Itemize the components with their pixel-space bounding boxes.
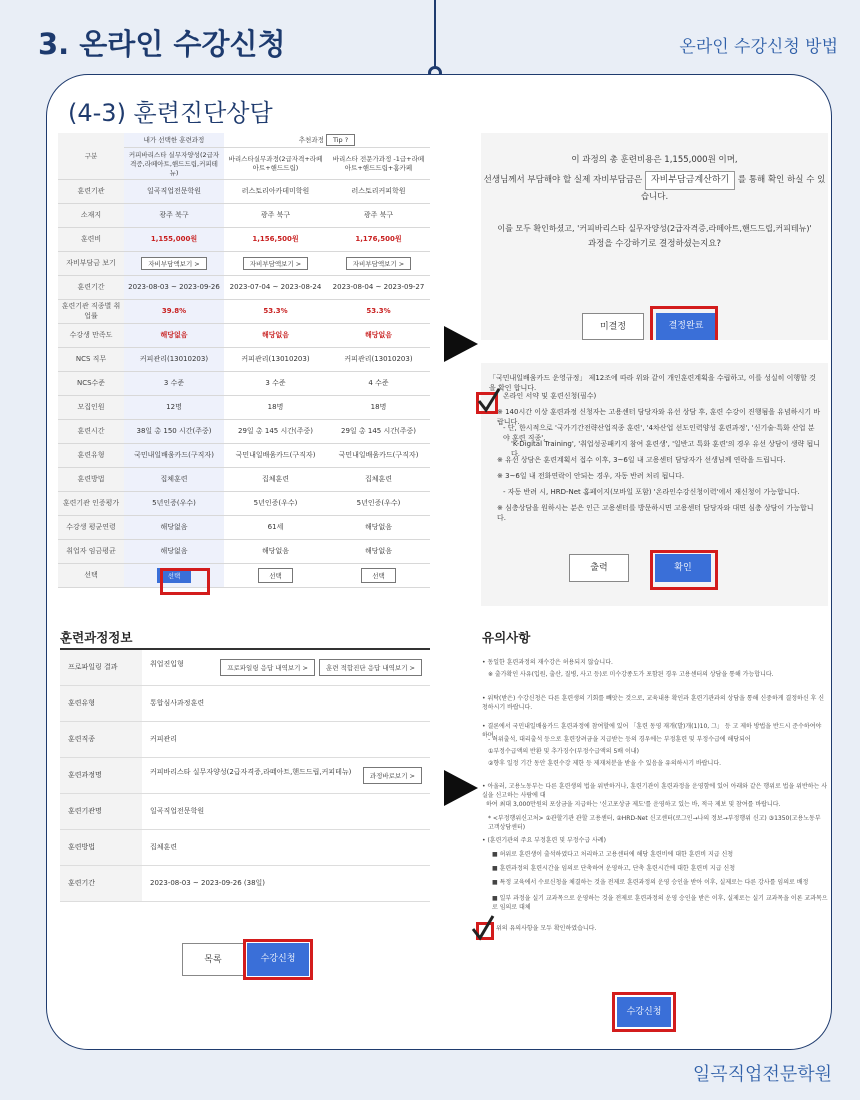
calc-self-pay-button[interactable]: 자비부담금계산하기: [645, 171, 735, 190]
notice-p1b: ※ 출가확인 사유(입원, 출산, 질병, 사고 등)로 미수강종도가 포함된 경우 고용센터의 상담을 통해 가능합니다.: [488, 671, 774, 678]
my-course-header: 내가 선택한 훈련과정: [124, 133, 224, 147]
compare-row: [58, 443, 430, 467]
compare-cell: [327, 419, 430, 443]
recommend-header: 추천과정 Tip ?: [224, 133, 430, 147]
info-value: 일곡직업전문학원: [142, 793, 430, 829]
highlight-confirm: [650, 550, 718, 590]
compare-value: 해당없음: [160, 331, 188, 339]
diagnosis-answers-button[interactable]: 훈련 적합진단 응답 내역보기 >: [319, 659, 422, 676]
compare-cell: [327, 395, 430, 419]
compare-cell: [124, 203, 224, 227]
footer-brand: 일곡직업전문학원: [692, 1064, 832, 1085]
info-label: 훈련유형: [60, 685, 142, 721]
compare-row-label: 훈련유형: [58, 443, 124, 467]
compare-cell: [224, 371, 327, 395]
compare-cell: [124, 275, 224, 299]
compare-cell: [224, 203, 327, 227]
info-value: 통합심사과정훈련: [142, 685, 430, 721]
compare-row-label: 자비부담금 보기: [58, 251, 124, 275]
compare-cell: [327, 347, 430, 371]
compare-row-label: 수강생 평균연령: [58, 515, 124, 539]
notice-p3b: - 허위출석, 대리출석 등으로 훈련장려금을 지급받는 등의 경우에는 부정훈련 및 부정수급에 해당되어: [488, 736, 751, 743]
notice-p2: • 위탁(받은) 수강신청은 다른 훈련생의 기회를 빼앗는 것으로, 교육내용 확인과 훈련기관과의 상담을 통해 신중하게 결정하신 후 신청하시기 바랍니다.: [482, 695, 825, 711]
tip-button[interactable]: Tip ?: [326, 134, 355, 146]
compare-value: 12명: [166, 403, 182, 411]
compare-value: 해당없음: [261, 547, 290, 555]
self-pay-view-button[interactable]: 자비부담액보기 >: [141, 257, 206, 270]
compare-cell: [224, 347, 327, 371]
compare-value: 2023-08-03 ~ 2023-09-26: [128, 283, 220, 291]
compare-cell: [224, 227, 327, 251]
compare-cell: [124, 395, 224, 419]
confirm-line-3: 이를 모두 확인하셨고, '커피바리스타 실무자양성(2급자격증,라떼아트,핸드드립,커피테뉴)': [497, 224, 812, 233]
compare-cell: [327, 515, 430, 539]
confirm-line-4: 과정을 수강하기로 결정하셨는지요?: [587, 239, 722, 249]
compare-cell: [224, 323, 327, 347]
compare-cell: [124, 179, 224, 203]
panel-gap: [481, 340, 828, 363]
notice-p5c: ■ 특정 교육에서 수료신청을 체결하는 것을 전제로 훈련과정의 운영 승인을 받아 이후, 실제로는 다른 강사를 임의로 배정: [492, 879, 809, 886]
compare-row: [58, 515, 430, 539]
highlight-notice-apply: [612, 992, 676, 1032]
notice-p5: • (훈련기관의 주요 부정훈련 및 부정수급 사례): [482, 837, 606, 844]
compare-row: [58, 275, 430, 299]
compare-cell: [327, 491, 430, 515]
compare-value: 해당없음: [364, 331, 393, 339]
cost-line-2: 선생님께서 부담해야 할 실제 자비부담금은 자비부담금계산하기 를 통해 확인 하실 수 있습니다.: [481, 171, 828, 205]
compare-value: 러스토리아카데미학원: [241, 187, 310, 195]
info-value: 커피관리: [142, 721, 430, 757]
select-button-1[interactable]: 선택: [157, 568, 192, 583]
compare-cell: [224, 251, 327, 275]
compare-cell: [327, 203, 430, 227]
compare-value: 일곡직업전문학원: [146, 187, 202, 195]
compare-value: 1,156,500원: [252, 235, 299, 243]
confirm-button[interactable]: 확인: [655, 554, 711, 582]
notice-p4: • 아울러, 고용노동부는 다른 훈련생의 법을 위반하거나, 훈련기관이 훈련과정을 운영함에 있어 아래와 같은 행위로 법을 위반하는 사실을 신고하는 사람에 대: [482, 783, 828, 799]
compare-cell: [124, 515, 224, 539]
notice-p1: • 동일한 훈련과정의 재수강은 허용되지 않습니다.: [482, 659, 613, 666]
compare-value: 해당없음: [364, 547, 393, 555]
compare-cell: [327, 323, 430, 347]
compare-cell: [124, 443, 224, 467]
compare-header-label: 구분: [58, 133, 124, 179]
compare-cell: [224, 443, 327, 467]
compare-value: 53.3%: [263, 307, 288, 315]
compare-value: 39.8%: [161, 307, 187, 315]
compare-value: 집체훈련: [261, 475, 290, 483]
notice-check-label: 위의 유의사항을 모두 확인하였습니다.: [496, 925, 597, 932]
consent-bullet-2: - 단, 한시적으로 '국가기간전략산업직종 훈련', '4차산업 선도인력양성 훈련과정', '신기술·특화 산업 분야 훈련 직종',: [503, 424, 815, 442]
divider-line: [434, 0, 436, 68]
compare-value: 3 수준: [265, 379, 286, 387]
compare-value: 집체훈련: [160, 475, 188, 483]
compare-cell: [124, 227, 224, 251]
compare-value: 3 수준: [163, 379, 185, 387]
consent-check-label: 온라인 서약 및 훈련신청(필수): [503, 392, 597, 400]
compare-cell: [224, 539, 327, 563]
compare-value: 61세: [267, 523, 284, 531]
course-name-3: 바리스타 전문가과정 -1급+라떼아트+핸드드립+홈카페: [327, 147, 430, 179]
info-label: 프로파일링 결과: [60, 649, 142, 685]
info-value: 커피바리스타 실무자양성(2급자격증,라떼아트,핸드드립,커피테뉴) 과정바로보기 >: [142, 757, 430, 793]
compare-value: 광주 북구: [260, 211, 291, 219]
view-course-button[interactable]: 과정바로보기 >: [363, 767, 422, 784]
compare-row-label: 훈련기관: [58, 179, 124, 203]
course-info-heading: 훈련과정정보: [60, 630, 133, 645]
info-label: 훈련방법: [60, 829, 142, 865]
compare-cell: [124, 371, 224, 395]
course-name-1: 커피바리스타 실무자양성(2급자격증,라떼아트,핸드드립,커피테뉴): [124, 147, 224, 179]
compare-cell: [124, 419, 224, 443]
compare-value: 18명: [370, 403, 387, 411]
compare-value: 해당없음: [160, 523, 188, 531]
compare-cell: [327, 299, 430, 323]
print-button[interactable]: 출력: [569, 554, 629, 582]
compare-row: [58, 467, 430, 491]
compare-value: 4 수준: [368, 379, 389, 387]
self-pay-view-button[interactable]: 자비부담액보기 >: [243, 257, 308, 270]
notice-p4b: 하여 최대 3,000만원의 포상금을 지급하는 '신고포상금 제도'를 운영하고 있는 바, 적극 제보 및 참여를 바랍니다.: [486, 801, 781, 808]
consent-bullet-5: ※ 3~6일 내 전화연락이 안되는 경우, 자동 반려 처리 됩니다.: [497, 472, 685, 480]
compare-row-label: 훈련방법: [58, 467, 124, 491]
compare-value: 광주 북구: [363, 211, 394, 219]
compare-row: [58, 227, 430, 251]
compare-row-label: 훈련비: [58, 227, 124, 251]
compare-value: 5년인증(우수): [253, 499, 298, 507]
compare-value: 29일 총 145 시간(주중): [341, 427, 416, 435]
compare-value: 해당없음: [364, 523, 393, 531]
select-button-3[interactable]: 선택: [361, 568, 396, 583]
compare-cell: [224, 299, 327, 323]
compare-cell: [124, 539, 224, 563]
compare-row: [58, 419, 430, 443]
course-info-table: [60, 648, 430, 902]
compare-value: 국민내일배움카드(구직자): [235, 451, 316, 459]
compare-value: 29일 총 145 시간(주중): [238, 427, 313, 435]
compare-row-label: 취업자 임금평균: [58, 539, 124, 563]
profiling-answers-button[interactable]: 프로파일링 응답 내역보기 >: [220, 659, 315, 676]
notice-p3: • 결론에서 국민내일배움카드 훈련과정에 참여할에 있어 「훈련 동영 재개(발)개(1)10, 그」 등 고 제하 방법을 반드시 준수하여야 하며,: [482, 723, 822, 739]
compare-row-label: NCS 직무: [58, 347, 124, 371]
compare-cell: [327, 227, 430, 251]
cost-line-1: 이 과정의 총 훈련비용은 1,155,000원 이며,: [571, 155, 738, 165]
compare-value: 국민내일배움카드(구직자): [338, 451, 419, 459]
compare-value: 커피관리(13010203): [139, 355, 209, 363]
compare-value: 2023-07-04 ~ 2023-08-24: [229, 283, 322, 291]
compare-cell: [224, 515, 327, 539]
page-subtitle: 온라인 수강신청 방법: [679, 37, 838, 57]
compare-cell: [327, 467, 430, 491]
course-compare-table: [58, 133, 430, 588]
compare-cell: [124, 491, 224, 515]
consent-bullet-6: - 자동 반려 시, HRD-Net 홈페이지(모바일 포함) '온라인수강신청이력'에서 재신청이 가능합니다.: [503, 488, 800, 496]
compare-cell: [327, 179, 430, 203]
consent-bullet-3: 'K-Digital Training', '취업성공패키지 참여 훈련생', '일반고 특화 훈련'의 경우 유선 상담이 생략 됩니다.: [511, 440, 821, 458]
compare-value: 커피관리(13010203): [241, 355, 310, 363]
compare-value: 2023-08-04 ~ 2023-09-27: [332, 283, 425, 291]
arrow-right-icon: [444, 326, 478, 362]
list-button[interactable]: 목록: [182, 943, 244, 976]
arrow-right-icon: [444, 770, 478, 806]
compare-row: [58, 491, 430, 515]
consent-bullet-4: ※ 유선 상담은 훈련계획서 접수 이후, 3~6일 내 고용센터 담당자가 선생님께 연락을 드립니다.: [497, 456, 786, 464]
compare-value: 해당없음: [160, 547, 188, 555]
compare-row-label: 훈련기간: [58, 275, 124, 299]
compare-row-label: NCS수준: [58, 371, 124, 395]
notice-p3c: ①부정수급액의 반환 및 추가징수(부정수급액의 5배 이내): [488, 748, 639, 755]
info-label: 훈련기관명: [60, 793, 142, 829]
compare-row: [58, 323, 430, 347]
compare-row: [58, 371, 430, 395]
consent-bullet-1: ※ 140시간 이상 훈련과정 신청자는 고용센터 담당자와 유선 상담 후, 훈련 수강이 진행됨을 유념하시기 바랍니다.: [497, 408, 821, 426]
notice-p4c: * <부정행위신고처> ①관할기관 관할 고용센터, ②HRD-Net 신고센터(로그인→나의 정보→부정행위 신고) ③1350(고용노동부 고객상담센터): [488, 815, 821, 831]
consent-bullet-7: ※ 심층상담을 원하시는 분은 인근 고용센터를 방문하시면 고용센터 담당자와 대면 심층 상담이 가능합니다.: [497, 504, 814, 522]
compare-value: 53.3%: [366, 307, 391, 315]
compare-value: 18명: [267, 403, 284, 411]
compare-value: 집체훈련: [364, 475, 393, 483]
compare-cell: [327, 251, 430, 275]
compare-cell: [224, 275, 327, 299]
compare-value: 광주 북구: [159, 211, 189, 219]
compare-row-label: 수강생 만족도: [58, 323, 124, 347]
notice-text: [482, 656, 828, 1030]
notice-p5b: ■ 훈련과정의 훈련시간을 임의로 단축하여 운영하고, 단축 훈련시간에 대한 훈련비 지급 신청: [492, 865, 736, 872]
compare-cell: [224, 467, 327, 491]
compare-value: 1,155,000원: [150, 235, 198, 243]
compare-cell: [327, 371, 430, 395]
notice-apply-button[interactable]: 수강신청: [617, 997, 671, 1027]
checkmark-icon[interactable]: [470, 912, 496, 942]
compare-value: 해당없음: [261, 331, 290, 339]
consent-intro: 「국민내일배움카드 운영규정」 제12조에 따라 위와 같이 개인훈련계획을 수립하고, 이를 성실히 이행할 것을 확인 합니다.: [489, 374, 816, 392]
compare-cell: [327, 539, 430, 563]
compare-cell: [327, 275, 430, 299]
notice-p5a: ■ 허위로 훈련생이 출석하였다고 처리하고 고용센터에 해당 훈련비에 대한 훈련비 지급 신청: [492, 851, 734, 858]
compare-value: 1,176,500원: [355, 235, 402, 243]
compare-cell: [124, 347, 224, 371]
self-pay-view-button[interactable]: 자비부담액보기 >: [346, 257, 411, 270]
checkmark-icon[interactable]: [476, 386, 502, 416]
info-value: 2023-08-03 ~ 2023-09-26 (38일): [142, 865, 430, 901]
highlight-select: [160, 568, 210, 595]
notice-heading: 유의사항: [482, 630, 531, 645]
undecided-button[interactable]: 미결정: [582, 313, 644, 340]
compare-row-label: 모집인원: [58, 395, 124, 419]
highlight-apply: [243, 939, 313, 980]
compare-cell: [124, 299, 224, 323]
section-title: (4-3) 훈련진단상담: [68, 99, 273, 127]
compare-row-label: 소재지: [58, 203, 124, 227]
compare-value: 5년인증(우수): [356, 499, 401, 507]
compare-value: 커피관리(13010203): [344, 355, 413, 363]
compare-value: 러스토리커피학원: [351, 187, 406, 195]
compare-cell: [124, 251, 224, 275]
compare-row: [58, 251, 430, 275]
compare-cell: [224, 419, 327, 443]
compare-row-label: 훈련시간: [58, 419, 124, 443]
compare-row: [58, 179, 430, 203]
compare-cell: [327, 443, 430, 467]
compare-row: [58, 203, 430, 227]
compare-cell: [124, 467, 224, 491]
compare-value: 38일 총 150 시간(주중): [136, 427, 212, 435]
compare-row-label: 훈련기관 직종별 취업률: [58, 299, 124, 323]
compare-row: [58, 539, 430, 563]
info-label: 훈련직종: [60, 721, 142, 757]
notice-p5d: ■ 일부 과정을 실기 교과목으로 운영하는 것을 전제로 훈련과정의 운영 승인을 받은 이후, 실제로는 실기 교과목을 이론 교과목으로 임의로 대체: [492, 895, 828, 911]
compare-value: 국민내일배움카드(구직자): [134, 451, 214, 459]
page-title: 3. 온라인 수강신청: [38, 27, 286, 61]
notice-p3d: ②향후 일정 기간 동안 훈련수강 제한 등 제재처분을 받을 수 있음을 유의하시기 바랍니다.: [488, 760, 722, 767]
course-name-2: 바리스타실무과정(2급자격+라떼아트+핸드드립): [224, 147, 327, 179]
compare-row-label: 훈련기관 인증평가: [58, 491, 124, 515]
compare-cell: [224, 395, 327, 419]
compare-value: 5년인증(우수): [152, 499, 196, 507]
compare-row: [58, 347, 430, 371]
compare-row: [58, 395, 430, 419]
select-label: 선택: [58, 563, 124, 587]
apply-button[interactable]: 수강신청: [247, 943, 309, 976]
info-value: 취업진입형 프로파일링 응답 내역보기 > 훈련 적합진단 응답 내역보기 >: [142, 649, 430, 685]
compare-cell: [224, 491, 327, 515]
info-value: 집체훈련: [142, 829, 430, 865]
info-label: 훈련기간: [60, 865, 142, 901]
select-button-2[interactable]: 선택: [258, 568, 293, 583]
compare-row: [58, 299, 430, 323]
compare-cell: [124, 323, 224, 347]
info-label: 훈련과정명: [60, 757, 142, 793]
decided-button[interactable]: 결정완료: [656, 313, 716, 340]
compare-cell: [224, 179, 327, 203]
